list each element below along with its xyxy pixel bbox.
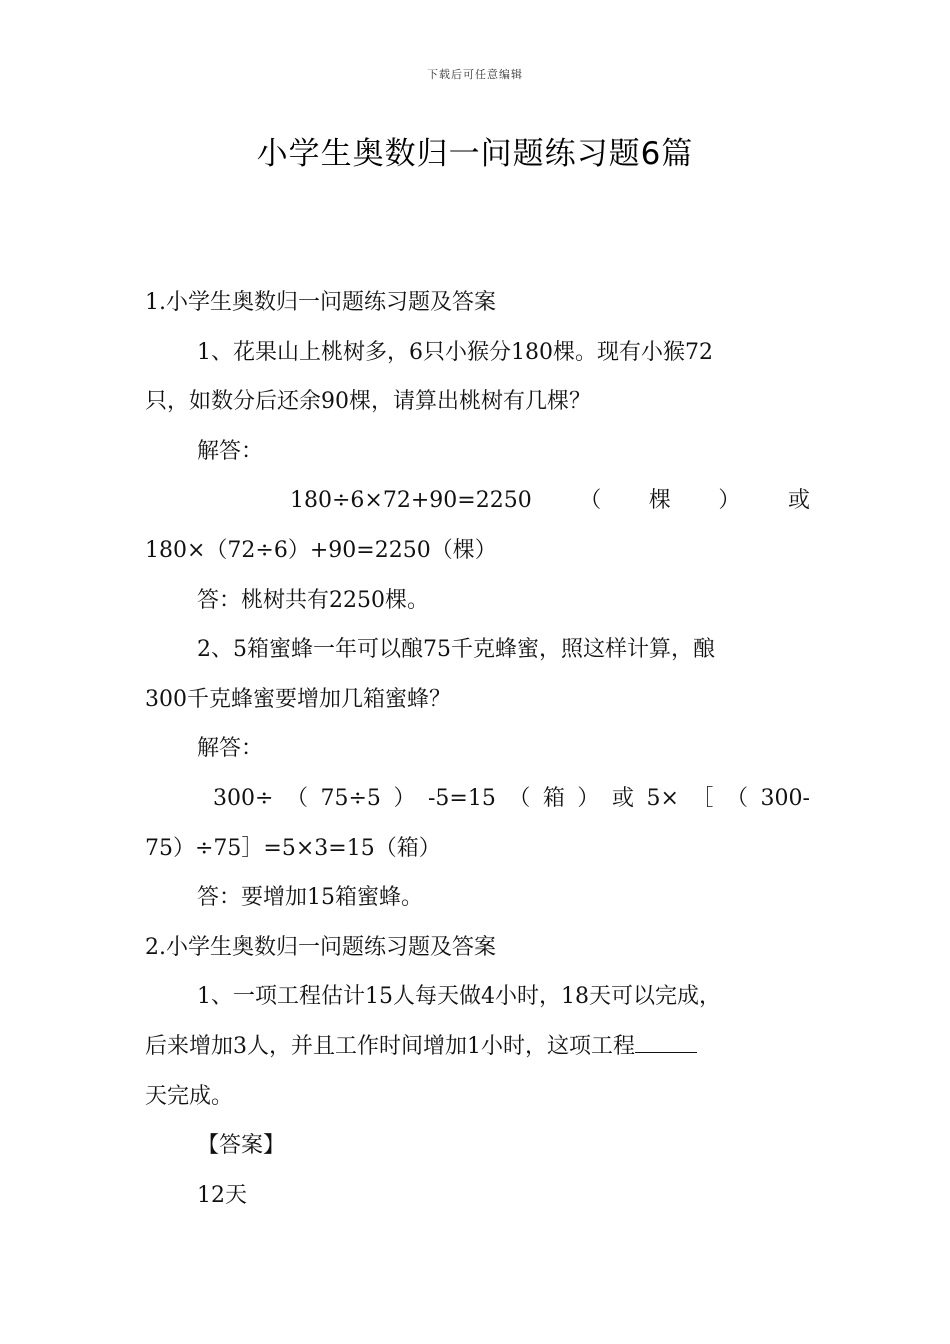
calc-token: （ <box>285 785 308 811</box>
fill-in-blank <box>635 1032 697 1053</box>
calc-token: ［ <box>691 785 714 811</box>
calc-token: 或 <box>611 785 634 811</box>
document-title: 小学生奥数归一问题练习题6篇 <box>256 136 694 172</box>
calc-token: 75÷5 <box>320 785 381 811</box>
calc-token: （ <box>579 488 602 514</box>
s1-q1-solution-label: 解答： <box>197 438 264 464</box>
calc-token: 5× <box>646 785 679 811</box>
calc-token: ） <box>718 488 741 514</box>
s1-q1-answer: 答：桃树共有2250棵。 <box>197 587 429 613</box>
s2-q1-answer-label: 【答案】 <box>197 1133 286 1159</box>
document-body <box>145 278 810 1220</box>
s1-q1-calc-line2: 180×（72÷6）+90=2250（棵） <box>145 537 497 563</box>
s1-q2-answer: 答：要增加15箱蜜蜂。 <box>197 885 423 911</box>
s2-q1-line2 <box>145 1022 810 1072</box>
calc-token: 或 <box>787 488 810 514</box>
s1-q2-line1: 2、5箱蜜蜂一年可以酿75千克蜂蜜，照这样计算，酿 <box>197 637 715 663</box>
calc-token: -5=15 <box>427 785 496 811</box>
section-1-heading: 1.小学生奥数归一问题练习题及答案 <box>145 290 496 315</box>
s1-q2-line2: 300千克蜂蜜要增加几箱蜜蜂？ <box>145 686 451 712</box>
calc-token: ） <box>393 785 416 811</box>
calc-token: 300÷ <box>213 785 274 811</box>
s2-q1-line1: 1、一项工程估计15人每天做4小时，18天可以完成， <box>197 984 721 1010</box>
calc-token: 180÷6×72+90=2250 <box>290 488 532 514</box>
s1-q2-solution-label: 解答： <box>197 736 264 762</box>
s2-q1-line2-text: 后来增加3人，并且工作时间增加1小时，这项工程 <box>145 1033 635 1059</box>
s2-q1-answer-value: 12天 <box>197 1182 247 1208</box>
s1-q1-calc-line1 <box>145 476 810 526</box>
calc-token: 300- <box>760 785 810 811</box>
calc-token: （ <box>508 785 531 811</box>
calc-token: （ <box>725 785 748 811</box>
calc-token: 棵 <box>648 488 671 514</box>
s1-q2-calc-line2: 75）÷75］=5×3=15（箱） <box>145 835 441 861</box>
section-2-heading: 2.小学生奥数归一问题练习题及答案 <box>145 934 496 960</box>
s1-q1-line2: 只，如数分后还余90棵，请算出桃树有几棵？ <box>145 389 591 415</box>
s1-q1-line1: 1、花果山上桃树多，6只小猴分180棵。现有小猴72 <box>197 339 713 365</box>
page-header-note: 下载后可任意编辑 <box>427 68 523 81</box>
calc-token: 箱 <box>542 785 565 811</box>
s1-q2-calc-line1 <box>145 774 810 824</box>
s2-q1-line3: 天完成。 <box>145 1083 234 1109</box>
calc-token: ） <box>577 785 600 811</box>
